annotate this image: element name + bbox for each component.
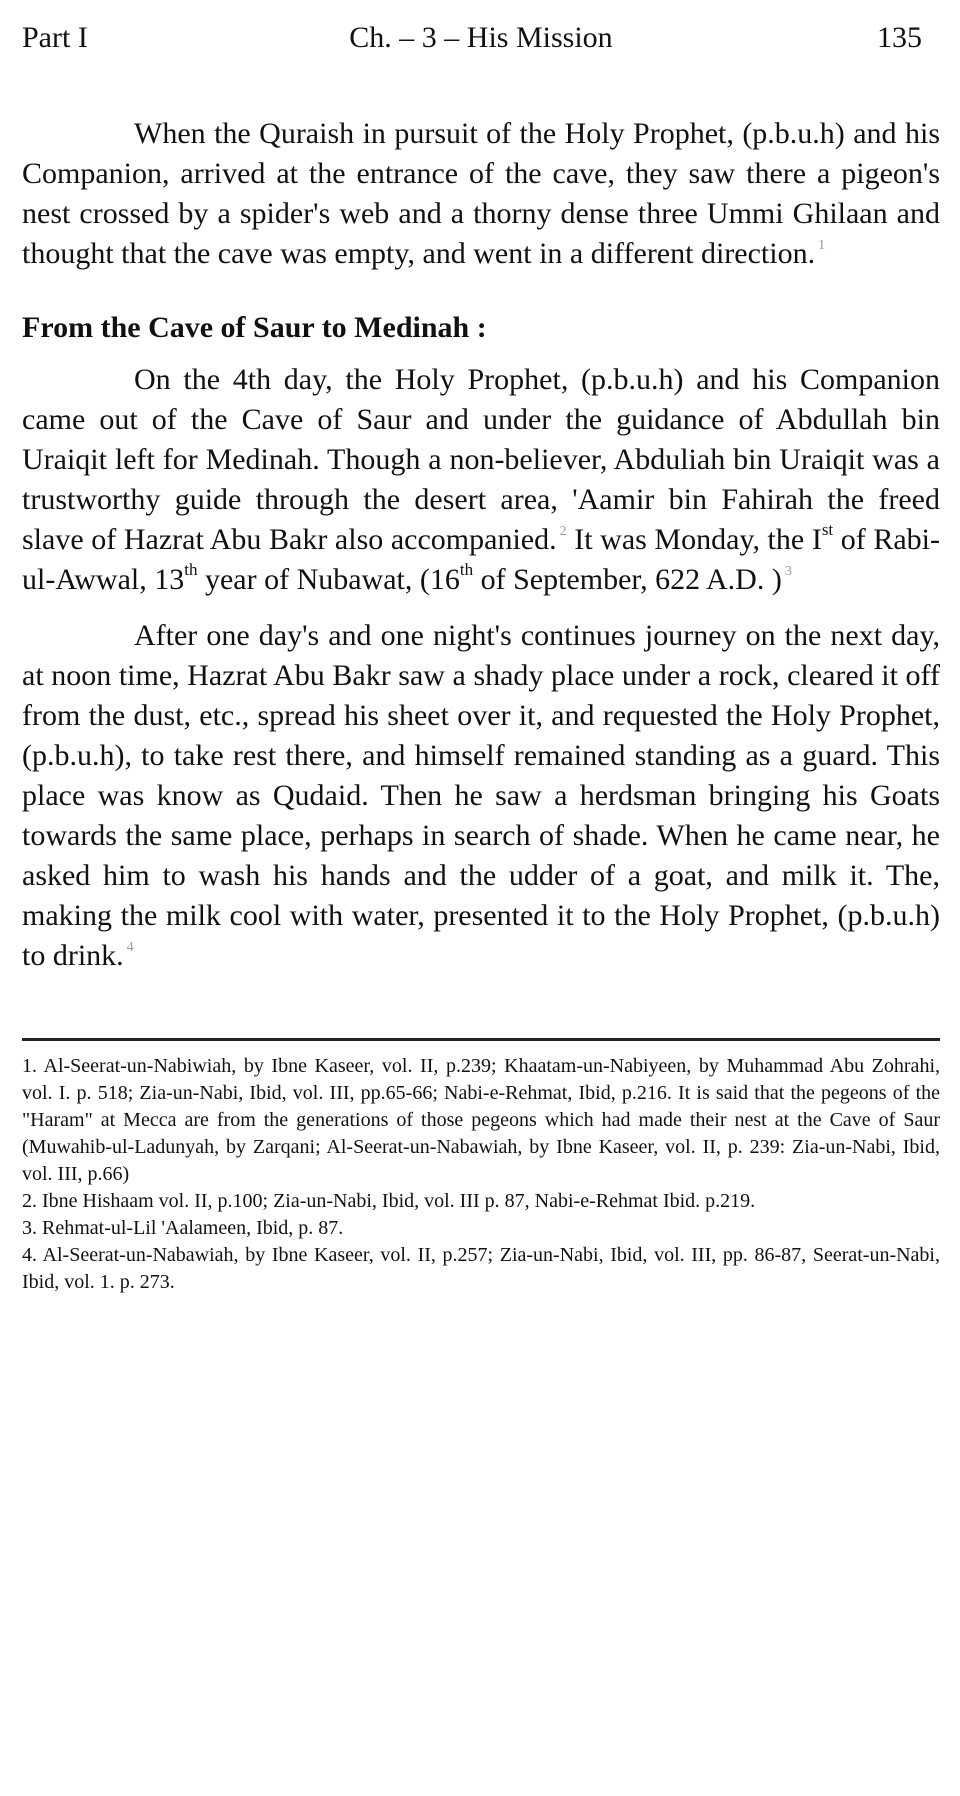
- paragraph-departure: [22, 360, 940, 600]
- ordinal-suffix: th: [184, 560, 198, 579]
- section-heading: From the Cave of Saur to Medinah :: [22, 311, 487, 344]
- date-text: of September, 622 A.D. ): [480, 563, 782, 596]
- paragraph-cave-entrance: [22, 114, 940, 274]
- part-label: Part I: [22, 21, 88, 54]
- paragraph-text: After one day's and one night's continues journey on the next day, at noon time, Hazrat Abu Bakr saw a shady place under a rock, cleared it off from the dust, etc., spread his sheet over it, and requested the Holy Prophet, (p.b.u.h), to take rest there, and himself remained standing as a guard. This place was know as Qudaid. Then he saw a herdsman bringing his Goats towards the same place, perhaps in search of shade. When he came near, he asked him to wash his hands and the udder of a goat, and milk it. The, making the milk cool with water, presented it to the Holy Prophet, (p.b.u.h) to drink.: [22, 619, 940, 972]
- page-number: 135: [877, 21, 922, 54]
- date-text: It was Monday, the I: [574, 523, 822, 556]
- chapter-title: Ch. – 3 – His Mission: [349, 21, 613, 54]
- footnote-ref-2[interactable]: 2: [559, 524, 567, 539]
- paragraph-text: On the 4th day, the Holy Prophet, (p.b.u.h) and his Companion came out of the Cave of Saur and under the guidance of Abdullah bin Uraiqit left for Medinah. Though a non-believer, Abduliah bin Uraiqit was a trustworthy guide through the desert area, 'Aamir bin Fahirah the freed slave of Hazrat Abu Bakr also accompanied.: [22, 363, 940, 556]
- book-page: [22, 18, 940, 1296]
- footnotes: [22, 1053, 940, 1296]
- ordinal-suffix: th: [459, 560, 474, 579]
- running-header: [22, 18, 940, 58]
- paragraph-text: When the Quraish in pursuit of the Holy Prophet, (p.b.u.h) and his Companion, arrived at the entrance of the cave, they saw there a pigeon's nest crossed by a spider's web and a thorny dense three Ummi Ghilaan and thought that the cave was empty, and went in a different direction.: [22, 117, 940, 270]
- footnote-2: 2. Ibne Hishaam vol. II, p.100; Zia-un-Nabi, Ibid, vol. III p. 87, Nabi-e-Rehmat Ibid. p.219.: [22, 1190, 756, 1212]
- footnote-4: 4. Al-Seerat-un-Nabawiah, by Ibne Kaseer, vol. II, p.257; Zia-un-Nabi, Ibid, vol. III, pp. 86-87, Seerat-un-Nabi, Ibid, vol. 1. p. 273.: [22, 1244, 940, 1293]
- date-text: year of Nubawat, (16: [204, 563, 460, 596]
- ordinal-suffix: st: [821, 520, 834, 539]
- paragraph-journey: [22, 616, 940, 976]
- footnote-3: 3. Rehmat-ul-Lil 'Aalameen, Ibid, p. 87.: [22, 1217, 344, 1239]
- footnote-ref-4[interactable]: 4: [126, 940, 134, 955]
- footnote-1: 1. Al-Seerat-un-Nabiwiah, by Ibne Kaseer, vol. II, p.239; Khaatam-un-Nabiyeen, by Muhammad Abu Zohrahi, vol. I. p. 518; Zia-un-Nabi, Ibid, vol. III, pp.65-66; Nabi-e-Rehmat, Ibid, p.216. It is said that the pegeons of the "Haram" at Mecca are from the generations of those pegeons which had made their nest at the Cave of Saur (Muwahib-ul-Ladunyah, by Zarqani; Al-Seerat-un-Nabawiah, by Ibne Kaseer, vol. II, p. 239: Zia-un-Nabi, Ibid, vol. III, p.66): [22, 1055, 940, 1185]
- footnote-ref-1[interactable]: 1: [818, 238, 826, 253]
- footnote-ref-3[interactable]: 3: [784, 564, 792, 579]
- footnote-divider: [22, 1038, 940, 1041]
- date-text: of Rabi-ul-Awwal, 13: [22, 523, 941, 596]
